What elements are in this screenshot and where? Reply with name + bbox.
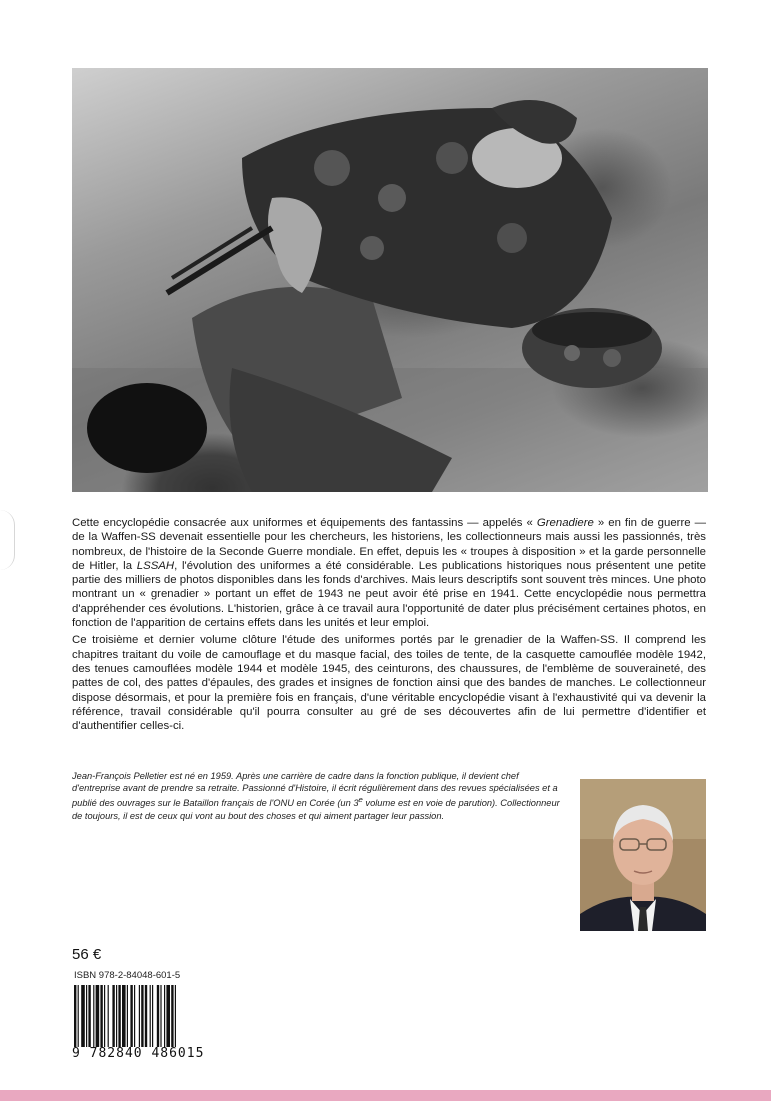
para1-part3: , l'évolution des uniformes a été considérable. Les publications historiques nous présentent une petite partie des milliers de photos disponibles dans les fonds d'archives. Mais leurs descriptifs sont souvent très minces. Une photo montrant un « grenadier » portant un effet de 1943 ne peut avoir été prise en 1941. Cette encyclopédie nous permettra d'appréhender ces évolutions. L'historien, grâce à ce travail aura l'opportunité de dater plus précisément certaines photos, en fonction de l'apparition de certains effets dans les unités et leur emploi.: [72, 559, 706, 630]
barcode-bar: [74, 985, 76, 1047]
barcode-bar: [104, 985, 105, 1047]
barcode-bar: [93, 985, 94, 1047]
barcode-bar: [130, 985, 132, 1047]
barcode-bar: [118, 985, 120, 1047]
barcode-bar: [116, 985, 117, 1047]
barcode-bar: [78, 985, 79, 1047]
para1-part1: Cette encyclopédie consacrée aux uniformes et équipements des fantassins — appelés «: [72, 517, 537, 529]
author-bio: [72, 770, 566, 822]
barcode-bar: [175, 985, 176, 1047]
author-portrait-icon: [580, 779, 706, 931]
barcode-bar: [171, 985, 173, 1047]
description-paragraph-2: Ce troisième et dernier volume clôture l'étude des uniformes portés par le grenadier de la Waffen-SS. Il comprend les chapitres traitant du voile de camouflage et du masque facial, des toiles de tente, de la casquette camouflée modèle 1942, des tenues camouflées modèle 1944 et modèle 1945, des ceinturons, des chaussures, de l'emblème de souveraineté, des pattes de col, des pattes d'épaules, des grades et insignes de fonction ainsi que des bandes de manches. Le collectionneur dispose désormais, et pour la première fois en français, d'une véritable encyclopédie visant à l'exhaustivité qui va devenir la référence, travail considérable qu'il pourra consulter au gré de ses découvertes afin de lui permettre d'identifier et d'authentifier celles-ci.: [72, 634, 706, 733]
bottom-color-band: [0, 1090, 771, 1101]
page-edge-decoration: [0, 510, 15, 570]
barcode-bar: [127, 985, 128, 1047]
description-paragraph-1: [72, 516, 706, 630]
barcode-bar: [112, 985, 114, 1047]
bio-part2: volume est en voie de parution). Collectionneur de toujours, il est de ceux qui vont au bout des choses et qui aiment partager leur passion.: [72, 798, 560, 821]
barcode-bar: [141, 985, 143, 1047]
barcode-bar: [96, 985, 100, 1047]
barcode-bar: [134, 985, 135, 1047]
barcode-digits: 9 782840 486015: [72, 1046, 205, 1061]
description-text: [72, 516, 706, 736]
barcode-bar: [100, 985, 102, 1047]
barcode-bar: [139, 985, 140, 1047]
barcode-bar: [108, 985, 109, 1047]
barcode: [74, 985, 214, 1047]
author-portrait: [580, 779, 706, 931]
barcode-bar: [122, 985, 126, 1047]
barcode-bar: [81, 985, 85, 1047]
barcode-bar: [164, 985, 165, 1047]
para1-italic-grenadiere: Grenadiere: [536, 517, 594, 529]
barcode-bar: [160, 985, 161, 1047]
barcode-bar: [166, 985, 170, 1047]
price: 56 €: [72, 946, 102, 963]
para1-italic-lssah: LSSAH: [136, 559, 175, 572]
barcode-bar: [150, 985, 151, 1047]
isbn: ISBN 978-2-84048-601-5: [74, 970, 181, 981]
barcode-bar: [157, 985, 159, 1047]
soldier-photo-icon: [72, 68, 708, 492]
barcode-bar: [86, 985, 87, 1047]
barcode-bar: [152, 985, 153, 1047]
bio-superscript: e: [358, 795, 363, 805]
bio-part1: Jean-François Pelletier est né en 1959. Après une carrière de cadre dans la fonction publique, il devient chef d'entreprise avant de prendre sa retraite. Passionné d'Histoire, il écrit régulièrement dans des revues spécialisées et a publié des ouvrages sur le Bataillon français de l'ONU en Corée (un 3: [72, 771, 558, 809]
cover-photo: [72, 68, 708, 492]
barcode-bar: [88, 985, 90, 1047]
barcode-bar: [145, 985, 147, 1047]
para1-part2: » en fin de guerre — de la Waffen-SS devenait essentielle pour les chercheurs, les historiens, les collectionneurs mais aussi les passionnés, très nombreux, de l'histoire de la Seconde Guerre mondiale. En effet, depuis les « troupes à disposition » et la garde personnelle de Hitler, la: [72, 517, 707, 572]
